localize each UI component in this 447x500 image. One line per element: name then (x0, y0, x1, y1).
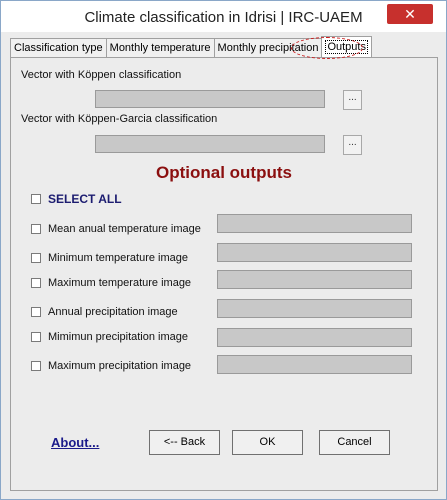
tab-monthly-temperature[interactable]: Monthly temperature (106, 38, 215, 57)
tab-classification-type[interactable]: Classification type (10, 38, 107, 57)
title-bar (1, 1, 446, 32)
tab-strip (10, 38, 371, 57)
cancel-button[interactable]: Cancel (319, 430, 390, 455)
back-button[interactable]: <-- Back (149, 430, 220, 455)
close-button[interactable]: ✕ (387, 4, 433, 24)
minimum-precipitation-field[interactable] (217, 328, 412, 347)
minimum-precipitation-checkbox[interactable] (31, 332, 41, 342)
mean-temperature-field[interactable] (217, 214, 412, 233)
maximum-precipitation-checkbox[interactable] (31, 361, 41, 371)
mean-temperature-label: Mean anual temperature image (48, 223, 201, 235)
option-row-minimum-temperature[interactable] (31, 251, 188, 265)
koppen-garcia-vector-label: Vector with Köppen-Garcia classification (21, 113, 218, 125)
koppen-vector-field[interactable] (95, 90, 325, 108)
option-row-minimum-precipitation[interactable] (31, 330, 188, 344)
minimum-precipitation-label: Mimimun precipitation image (48, 331, 188, 343)
tab-monthly-precipitation[interactable]: Monthly precipitation (214, 38, 323, 57)
option-row-mean-temperature[interactable] (31, 222, 201, 236)
option-row-maximum-temperature[interactable] (31, 276, 191, 290)
tab-outputs[interactable] (321, 36, 372, 57)
ok-button[interactable]: OK (232, 430, 303, 455)
maximum-temperature-label: Maximum temperature image (48, 277, 192, 289)
koppen-garcia-browse-button[interactable]: ... (343, 135, 362, 155)
maximum-temperature-checkbox[interactable] (31, 278, 41, 288)
annual-precipitation-checkbox[interactable] (31, 307, 41, 317)
optional-outputs-title: Optional outputs (156, 163, 292, 182)
annual-precipitation-label: Annual precipitation image (48, 306, 178, 318)
annual-precipitation-field[interactable] (217, 299, 412, 318)
tab-outputs-label: Outputs (327, 41, 366, 53)
maximum-temperature-field[interactable] (217, 270, 412, 289)
minimum-temperature-field[interactable] (217, 243, 412, 262)
outputs-panel (10, 57, 438, 491)
select-all-checkbox[interactable] (31, 194, 41, 204)
minimum-temperature-checkbox[interactable] (31, 253, 41, 263)
koppen-garcia-vector-field[interactable] (95, 135, 325, 153)
window-title: Climate classification in Idrisi | IRC-UAEM (84, 9, 363, 26)
option-row-annual-precipitation[interactable] (31, 305, 178, 319)
koppen-vector-label: Vector with Köppen classification (21, 69, 182, 81)
mean-temperature-checkbox[interactable] (31, 224, 41, 234)
about-link[interactable]: About... (51, 435, 100, 450)
select-all-row[interactable] (31, 192, 122, 206)
maximum-precipitation-label: Maximum precipitation image (48, 360, 192, 372)
option-row-maximum-precipitation[interactable] (31, 359, 191, 373)
minimum-temperature-label: Minimum temperature image (48, 252, 188, 264)
select-all-label: SELECT ALL (48, 192, 122, 206)
koppen-browse-button[interactable]: ... (343, 90, 362, 110)
maximum-precipitation-field[interactable] (217, 355, 412, 374)
